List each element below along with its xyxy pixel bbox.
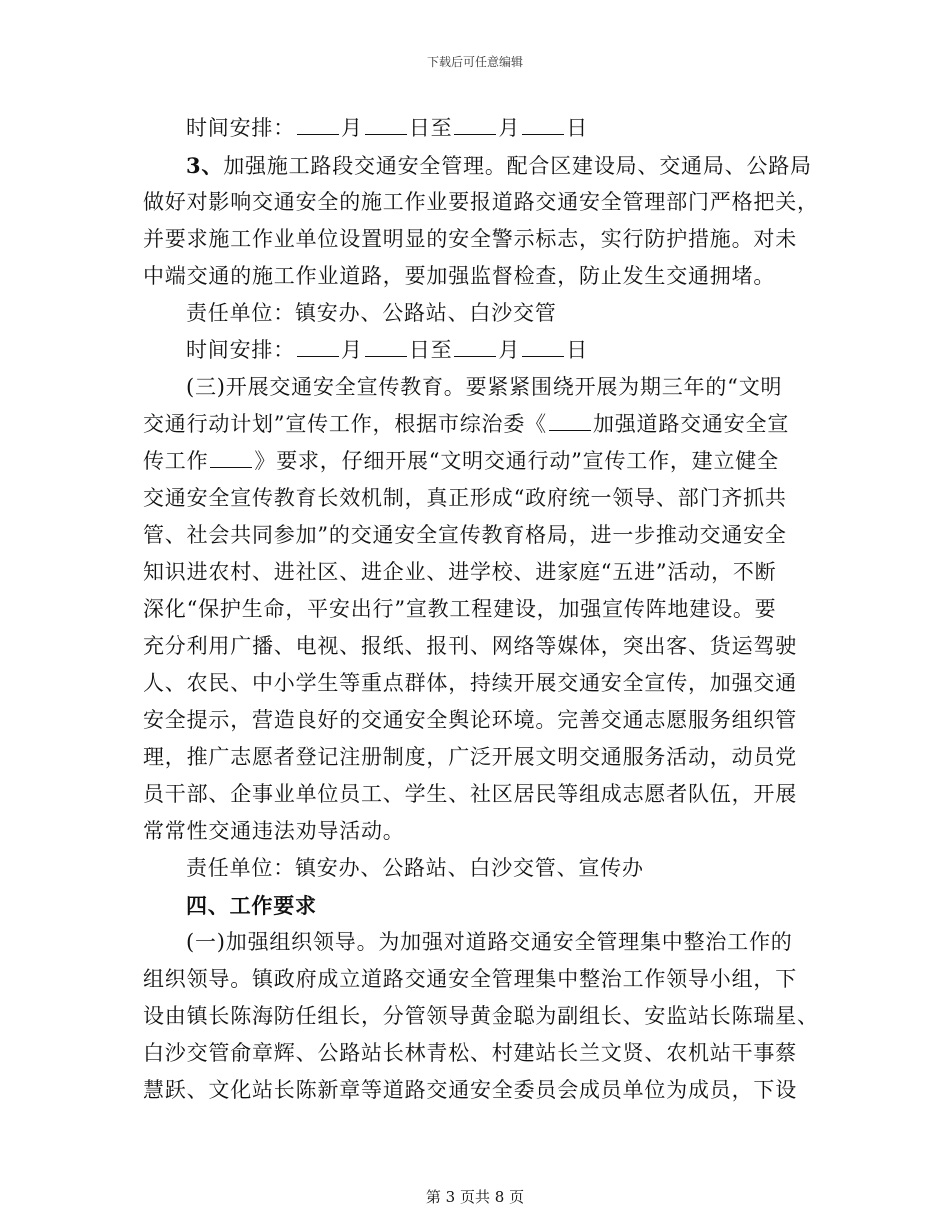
paragraph-line: 深化“保护生命，平安出行”宣教工程建设，加强宣传阵地建设。要 [143, 597, 777, 621]
blank-field [297, 336, 339, 357]
blank-field [522, 114, 564, 135]
blank-field [454, 114, 496, 135]
item3-first-line: 3、加强施工路段交通安全管理。配合区建设局、交通局、公路局 [186, 153, 812, 178]
page-footer: 第 3 页共 8 页 [425, 1188, 525, 1206]
item-number: 3、 [186, 153, 224, 178]
blank-field [549, 410, 591, 431]
responsibility-line: 责任单位：镇安办、公路站、白沙交管 [186, 301, 557, 325]
paragraph-line: 做好对影响交通安全的施工作业要报道路交通安全管理部门严格把关， [143, 190, 819, 214]
paragraph-line: 慧跃、文化站长陈新章等道路交通安全委员会成员单位为成员，下设 [143, 1078, 797, 1102]
responsibility-line: 责任单位：镇安办、公路站、白沙交管、宣传办 [186, 856, 644, 880]
blank-field [365, 336, 407, 357]
paragraph-line: (一)加强组织领导。为加强对道路交通安全管理集中整治工作的 [186, 930, 793, 954]
paragraph-line: 并要求施工作业单位设置明显的安全警示标志，实行防护措施。对未 [143, 227, 797, 251]
paragraph-line: 知识进农村、进社区、进企业、进学校、进家庭“五进”活动，不断 [143, 560, 777, 584]
paragraph-line: 交通安全宣传教育长效机制，真正形成“政府统一领导、部门齐抓共 [143, 486, 787, 510]
paragraph-line: 理，推广志愿者登记注册制度，广泛开展文明交通服务活动，动员党 [143, 745, 797, 769]
paragraph-line: 管、社会共同参加”的交通安全宣传教育格局，进一步推动交通安全 [143, 523, 787, 547]
paragraph-line: 设由镇长陈海防任组长，分管领导黄金聪为副组长、安监站长陈瑞星、 [143, 1004, 819, 1028]
blank-field [365, 114, 407, 135]
paragraph-line: 中端交通的施工作业道路，要加强监督检查，防止发生交通拥堵。 [143, 264, 776, 288]
paragraph-line: 交通行动计划”宣传工作，根据市综治委《 加强道路交通安全宣 [143, 412, 790, 436]
paragraph-line: 安全提示，营造良好的交通安全舆论环境。完善交通志愿服务组织管 [143, 708, 797, 732]
blank-field [522, 336, 564, 357]
document-body [143, 110, 819, 1109]
paragraph-line: 充分利用广播、电视、报纸、报刊、网络等媒体，突出客、货运驾驶 [143, 634, 797, 658]
blank-field [297, 114, 339, 135]
paragraph-line: 组织领导。镇政府成立道路交通安全管理集中整治工作领导小组，下 [143, 967, 797, 991]
blank-field [210, 447, 252, 468]
blank-field [454, 336, 496, 357]
page-header: 下载后可任意编辑 [426, 55, 523, 69]
schedule-line-1: 时间安排： 月 日至 月 日 [186, 116, 589, 140]
paragraph-line: 员干部、企事业单位员工、学生、社区居民等组成志愿者队伍，开展 [143, 782, 797, 806]
paragraph-line: 传工作 》要求，仔细开展“文明交通行动”宣传工作，建立健全 [143, 449, 779, 473]
paragraph-line: 常常性交通违法劝导活动。 [143, 819, 405, 843]
paragraph-line: 人、农民、中小学生等重点群体，持续开展交通安全宣传，加强交通 [143, 671, 797, 695]
section3-first-line: (三)开展交通安全宣传教育。要紧紧围绕开展为期三年的“文明 [186, 375, 783, 399]
paragraph-line: 白沙交管俞章辉、公路站长林青松、村建站长兰文贤、农机站干事蔡 [143, 1041, 797, 1065]
schedule-line-2: 时间安排： 月 日至 月 日 [186, 338, 589, 362]
section-heading: 四、工作要求 [186, 893, 317, 918]
